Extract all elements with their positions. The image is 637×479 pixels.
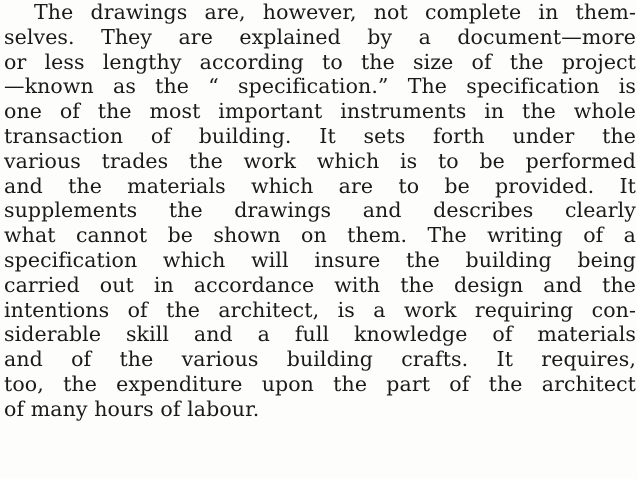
text-line: transaction of building. It sets forth under the xyxy=(4,123,636,148)
text-line: carried out in accordance with the design and the xyxy=(4,272,636,297)
text-line: specification which will insure the building being xyxy=(4,247,636,272)
text-line: selves. They are explained by a document—more xyxy=(4,24,636,49)
text-line: intentions of the architect, is a work requiring con- xyxy=(4,297,636,322)
text-line: too, the expenditure upon the part of the architect xyxy=(4,371,636,396)
text-line: siderable skill and a full knowledge of materials xyxy=(4,322,636,347)
text-line: what cannot be shown on them. The writing of a xyxy=(4,223,636,248)
text-line: supplements the drawings and describes clearly xyxy=(4,198,636,223)
text-line: and the materials which are to be provided. It xyxy=(4,173,636,198)
text-line: one of the most important instruments in the whole xyxy=(4,99,636,124)
text-line: —known as the “ specification.” The specification is xyxy=(4,74,636,99)
text-line: The drawings are, however, not complete in them- xyxy=(34,0,636,24)
text-line: various trades the work which is to be performed xyxy=(4,148,636,173)
text-line: of many hours of labour. xyxy=(4,396,260,421)
body-paragraph xyxy=(4,0,636,422)
text-line: and of the various building crafts. It requires, xyxy=(4,347,636,372)
text-line: or less lengthy according to the size of the project xyxy=(4,49,636,74)
